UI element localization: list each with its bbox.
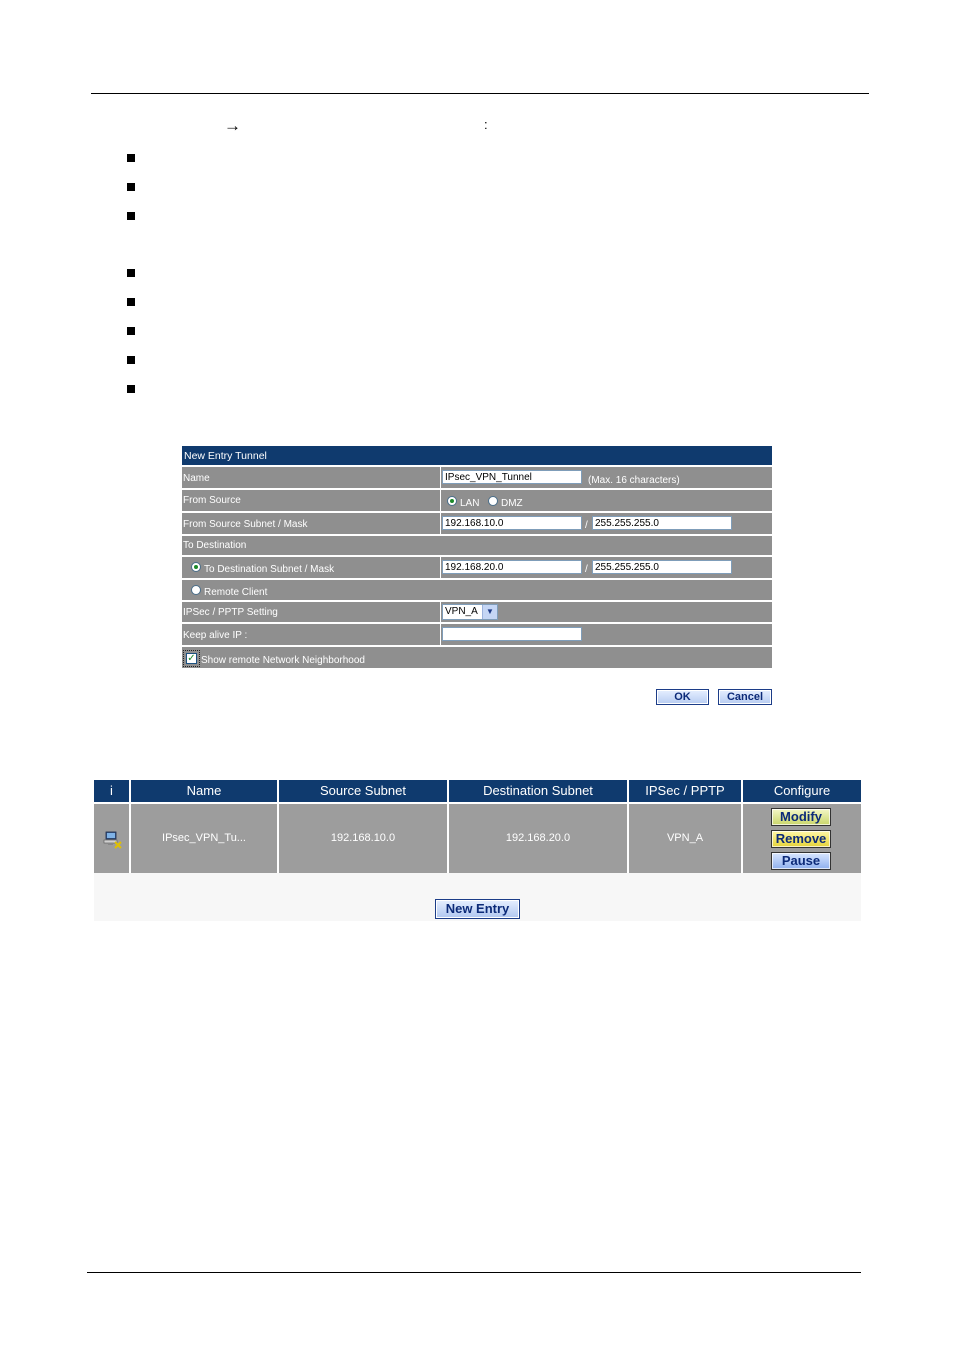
chevron-down-icon[interactable]: ▼ xyxy=(482,605,497,619)
tunnel-name-input[interactable]: IPsec_VPN_Tunnel xyxy=(442,470,582,484)
bullet-icon xyxy=(127,212,135,220)
to-destination-label: To Destination xyxy=(183,540,247,551)
new-entry-tunnel-form xyxy=(182,446,772,668)
col-header-source-subnet: Source Subnet xyxy=(279,780,447,802)
keepalive-label: Keep alive IP : xyxy=(183,630,248,641)
ipsec-setting-value-cell xyxy=(441,602,772,622)
remote-client-row xyxy=(182,580,772,600)
dest-subnet-input[interactable]: 192.168.20.0 xyxy=(442,560,582,574)
col-header-ipsec-pptp: IPSec / PPTP xyxy=(629,780,741,802)
ipsec-setting-label: IPSec / PPTP Setting xyxy=(183,607,278,618)
from-source-label-cell xyxy=(182,490,440,511)
dest-subnet-label-cell xyxy=(182,557,440,578)
source-subnet-input[interactable]: 192.168.10.0 xyxy=(442,516,582,530)
table-row-name: IPsec_VPN_Tu... xyxy=(131,804,277,873)
name-label: Name xyxy=(183,473,210,484)
source-lan-radio[interactable] xyxy=(447,496,457,506)
name-label-cell xyxy=(182,467,440,488)
table-row-ipsec-pptp: VPN_A xyxy=(629,804,741,873)
source-dmz-radio[interactable] xyxy=(488,496,498,506)
keepalive-value-cell xyxy=(441,624,772,645)
form-header xyxy=(182,446,772,465)
subnet-separator: / xyxy=(585,520,588,531)
ipsec-setting-value: VPN_A xyxy=(445,606,478,617)
col-header-index: i xyxy=(94,780,129,802)
dest-separator: / xyxy=(585,564,588,575)
col-header-destination-subnet: Destination Subnet xyxy=(449,780,627,802)
show-neighborhood-label: Show remote Network Neighborhood xyxy=(201,655,365,666)
remote-client-label: Remote Client xyxy=(204,587,268,598)
table-row-source-subnet: 192.168.10.0 xyxy=(279,804,447,873)
keepalive-ip-input[interactable] xyxy=(442,627,582,641)
table-row-icon-cell xyxy=(94,804,129,873)
modify-button[interactable]: Modify xyxy=(771,808,831,826)
bullet-icon xyxy=(127,183,135,191)
source-subnet-label-cell xyxy=(182,513,440,534)
table-row-destination-subnet: 192.168.20.0 xyxy=(449,804,627,873)
ipsec-setting-select[interactable] xyxy=(442,604,498,620)
network-computer-icon xyxy=(103,831,123,849)
show-neighborhood-checkbox[interactable]: ✓ xyxy=(187,653,196,664)
source-lan-label: LAN xyxy=(460,498,480,509)
remove-button[interactable]: Remove xyxy=(771,830,831,848)
dest-subnet-value-cell xyxy=(441,557,772,578)
bullet-icon xyxy=(127,269,135,277)
pause-button[interactable]: Pause xyxy=(771,852,831,870)
bullet-icon xyxy=(127,356,135,364)
from-source-label: From Source xyxy=(183,495,241,506)
source-mask-input[interactable]: 255.255.255.0 xyxy=(592,516,732,530)
remote-client-radio[interactable] xyxy=(191,585,201,595)
bottom-rule xyxy=(87,1272,861,1273)
bullet-icon xyxy=(127,298,135,306)
heading-colon: : xyxy=(484,117,488,132)
form-title: New Entry Tunnel xyxy=(184,450,267,462)
new-entry-button[interactable]: New Entry xyxy=(435,899,520,919)
to-destination-row xyxy=(182,536,772,555)
from-source-value-cell xyxy=(441,490,772,511)
dest-subnet-option-label: To Destination Subnet / Mask xyxy=(204,564,335,575)
source-subnet-label: From Source Subnet / Mask xyxy=(183,519,308,530)
arrow-icon: → xyxy=(224,116,241,135)
top-rule xyxy=(91,93,869,94)
show-neighborhood-row xyxy=(182,647,772,668)
bullet-icon xyxy=(127,327,135,335)
ipsec-setting-label-cell xyxy=(182,602,440,622)
dest-mask-input[interactable]: 255.255.255.0 xyxy=(592,560,732,574)
ok-button[interactable]: OK xyxy=(656,689,709,705)
source-dmz-label: DMZ xyxy=(501,498,523,509)
col-header-configure: Configure xyxy=(743,780,861,802)
keepalive-label-cell xyxy=(182,624,440,645)
bullet-icon xyxy=(127,385,135,393)
name-hint: (Max. 16 characters) xyxy=(588,475,680,486)
name-value-cell xyxy=(441,467,772,488)
dest-subnet-radio[interactable] xyxy=(191,562,201,572)
col-header-name: Name xyxy=(131,780,277,802)
cancel-button[interactable]: Cancel xyxy=(718,689,772,705)
source-subnet-value-cell xyxy=(441,513,772,534)
bullet-icon xyxy=(127,154,135,162)
